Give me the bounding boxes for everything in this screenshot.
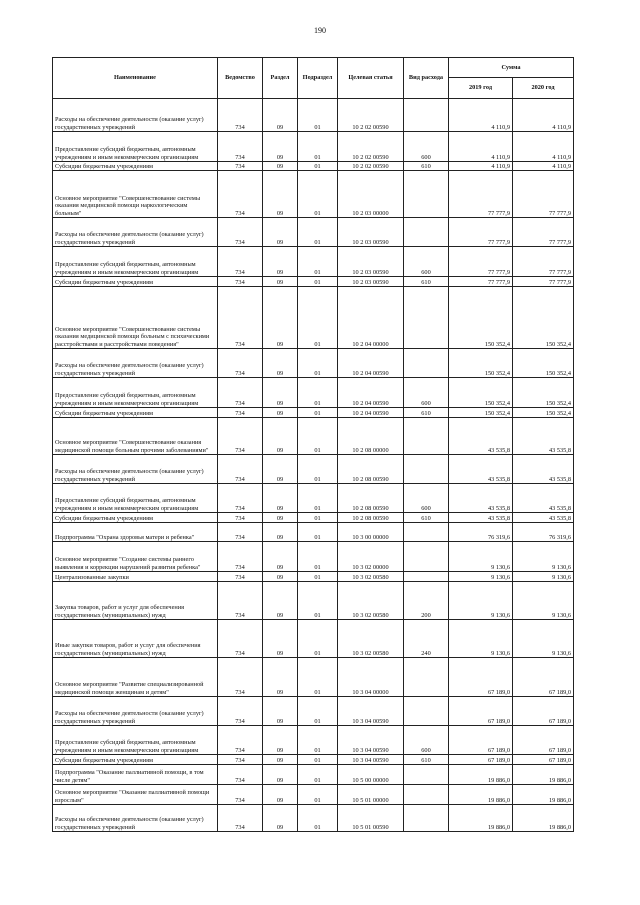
row-target-article: 10 3 04 00590 (338, 755, 404, 765)
row-name: Иные закупки товаров, работ и услуг для обеспечения государственных (муниципальных) нужд (53, 620, 218, 658)
table-row (53, 658, 574, 697)
row-expense-type (404, 287, 449, 349)
row-ved: 734 (218, 132, 263, 162)
row-razdel: 09 (263, 99, 298, 132)
row-ved: 734 (218, 572, 263, 582)
row-razdel: 09 (263, 572, 298, 582)
row-sum-2020: 77 777,9 (513, 218, 574, 247)
table-row (53, 697, 574, 726)
row-sum-2020: 43 535,8 (513, 484, 574, 513)
row-name: Расходы на обеспечение деятельности (оказание услуг) государственных учреждений (53, 99, 218, 132)
row-razdel: 09 (263, 378, 298, 408)
row-sum-2019: 67 189,0 (449, 755, 513, 765)
row-sum-2020: 67 189,0 (513, 726, 574, 755)
row-expense-type (404, 349, 449, 378)
row-razdel: 09 (263, 542, 298, 572)
row-podrazdel: 01 (298, 755, 338, 765)
row-sum-2019: 43 535,8 (449, 455, 513, 484)
row-sum-2019: 67 189,0 (449, 697, 513, 726)
table-row (53, 378, 574, 408)
row-ved: 734 (218, 755, 263, 765)
header-year-2019: 2019 год (449, 78, 513, 99)
row-sum-2019: 9 130,6 (449, 582, 513, 620)
row-sum-2019: 77 777,9 (449, 247, 513, 277)
row-name: Субсидии бюджетным учреждениям (53, 513, 218, 523)
row-target-article: 10 2 04 00590 (338, 349, 404, 378)
row-razdel: 09 (263, 349, 298, 378)
row-sum-2020: 9 130,6 (513, 582, 574, 620)
row-razdel: 09 (263, 726, 298, 755)
row-sum-2020: 43 535,8 (513, 513, 574, 523)
table-row (53, 785, 574, 805)
row-name: Подпрограмма "Оказание паллиативной помощи, в том числе детям" (53, 765, 218, 785)
table-row (53, 513, 574, 523)
table-row (53, 408, 574, 418)
row-name: Основное мероприятие "Совершенствование системы оказания медицинской помощи наркологическим больным" (53, 171, 218, 218)
row-sum-2020: 43 535,8 (513, 418, 574, 455)
row-name: Субсидии бюджетным учреждениям (53, 277, 218, 287)
row-name: Субсидии бюджетным учреждениям (53, 755, 218, 765)
table-row (53, 523, 574, 542)
table-row (53, 455, 574, 484)
row-razdel: 09 (263, 523, 298, 542)
table-row (53, 620, 574, 658)
row-sum-2019: 9 130,6 (449, 620, 513, 658)
row-name: Предоставление субсидий бюджетным, автономным учреждениям и иным некоммерческим организациям (53, 484, 218, 513)
row-ved: 734 (218, 162, 263, 171)
table-row (53, 287, 574, 349)
row-podrazdel: 01 (298, 726, 338, 755)
row-podrazdel: 01 (298, 171, 338, 218)
row-target-article: 10 2 02 00590 (338, 162, 404, 171)
row-sum-2019: 150 352,4 (449, 408, 513, 418)
row-sum-2019: 76 319,6 (449, 523, 513, 542)
table-row (53, 99, 574, 132)
row-ved: 734 (218, 484, 263, 513)
row-expense-type (404, 542, 449, 572)
row-podrazdel: 01 (298, 99, 338, 132)
row-expense-type (404, 171, 449, 218)
row-sum-2020: 150 352,4 (513, 378, 574, 408)
row-sum-2020: 67 189,0 (513, 697, 574, 726)
row-podrazdel: 01 (298, 513, 338, 523)
row-target-article: 10 2 03 00590 (338, 218, 404, 247)
table-row (53, 572, 574, 582)
row-razdel: 09 (263, 513, 298, 523)
row-name: Основное мероприятие "Совершенствование системы оказания медицинской помощи больным с психическими расстройствами и расстройствами поведения" (53, 287, 218, 349)
row-expense-type (404, 523, 449, 542)
table-row (53, 418, 574, 455)
row-expense-type: 610 (404, 408, 449, 418)
row-target-article: 10 2 08 00590 (338, 455, 404, 484)
row-ved: 734 (218, 542, 263, 572)
table-body (53, 99, 574, 832)
row-expense-type: 610 (404, 513, 449, 523)
row-sum-2019: 19 886,0 (449, 765, 513, 785)
row-expense-type (404, 455, 449, 484)
row-razdel: 09 (263, 805, 298, 832)
row-sum-2019: 19 886,0 (449, 805, 513, 832)
row-sum-2020: 77 777,9 (513, 247, 574, 277)
row-razdel: 09 (263, 455, 298, 484)
row-podrazdel: 01 (298, 484, 338, 513)
row-expense-type (404, 658, 449, 697)
row-podrazdel: 01 (298, 408, 338, 418)
row-sum-2019: 43 535,8 (449, 418, 513, 455)
row-expense-type: 200 (404, 582, 449, 620)
row-expense-type (404, 99, 449, 132)
row-ved: 734 (218, 785, 263, 805)
row-podrazdel: 01 (298, 572, 338, 582)
row-target-article: 10 2 08 00590 (338, 484, 404, 513)
row-ved: 734 (218, 658, 263, 697)
row-razdel: 09 (263, 132, 298, 162)
table-row (53, 484, 574, 513)
row-sum-2019: 43 535,8 (449, 484, 513, 513)
row-ved: 734 (218, 513, 263, 523)
row-razdel: 09 (263, 755, 298, 765)
row-target-article: 10 2 03 00590 (338, 277, 404, 287)
row-expense-type: 600 (404, 484, 449, 513)
row-razdel: 09 (263, 277, 298, 287)
row-expense-type: 600 (404, 378, 449, 408)
row-expense-type: 240 (404, 620, 449, 658)
row-expense-type: 610 (404, 277, 449, 287)
row-name: Расходы на обеспечение деятельности (оказание услуг) государственных учреждений (53, 805, 218, 832)
row-podrazdel: 01 (298, 218, 338, 247)
row-ved: 734 (218, 247, 263, 277)
row-sum-2020: 19 886,0 (513, 805, 574, 832)
row-podrazdel: 01 (298, 349, 338, 378)
row-sum-2019: 4 110,9 (449, 132, 513, 162)
row-ved: 734 (218, 620, 263, 658)
row-sum-2019: 150 352,4 (449, 378, 513, 408)
row-podrazdel: 01 (298, 287, 338, 349)
row-sum-2019: 67 189,0 (449, 726, 513, 755)
row-name: Расходы на обеспечение деятельности (оказание услуг) государственных учреждений (53, 697, 218, 726)
row-expense-type: 610 (404, 162, 449, 171)
row-razdel: 09 (263, 620, 298, 658)
row-podrazdel: 01 (298, 378, 338, 408)
table-row (53, 247, 574, 277)
row-sum-2020: 150 352,4 (513, 287, 574, 349)
row-ved: 734 (218, 805, 263, 832)
row-target-article: 10 3 02 00580 (338, 582, 404, 620)
row-sum-2020: 4 110,9 (513, 132, 574, 162)
row-sum-2020: 76 319,6 (513, 523, 574, 542)
row-expense-type: 600 (404, 726, 449, 755)
row-sum-2019: 43 535,8 (449, 513, 513, 523)
row-expense-type (404, 785, 449, 805)
row-target-article: 10 2 02 00590 (338, 132, 404, 162)
header-name: Наименование (53, 58, 218, 99)
row-name: Основное мероприятие "Развитие специализированной медицинской помощи женщинам и детям" (53, 658, 218, 697)
row-expense-type: 600 (404, 247, 449, 277)
budget-table (52, 57, 574, 832)
row-ved: 734 (218, 99, 263, 132)
row-sum-2019: 4 110,9 (449, 99, 513, 132)
row-target-article: 10 3 00 00000 (338, 523, 404, 542)
row-razdel: 09 (263, 171, 298, 218)
row-name: Предоставление субсидий бюджетным, автономным учреждениям и иным некоммерческим организациям (53, 247, 218, 277)
row-expense-type: 610 (404, 755, 449, 765)
row-razdel: 09 (263, 418, 298, 455)
row-target-article: 10 3 02 00000 (338, 542, 404, 572)
row-sum-2020: 9 130,6 (513, 620, 574, 658)
row-name: Субсидии бюджетным учреждениям (53, 408, 218, 418)
page-number: 190 (314, 26, 326, 35)
row-ved: 734 (218, 349, 263, 378)
row-expense-type (404, 805, 449, 832)
row-sum-2019: 77 777,9 (449, 218, 513, 247)
row-name: Основное мероприятие "Создание системы раннего выявления и коррекции нарушений развития ребенка" (53, 542, 218, 572)
row-sum-2020: 150 352,4 (513, 349, 574, 378)
table-row (53, 765, 574, 785)
row-target-article: 10 2 08 00000 (338, 418, 404, 455)
row-expense-type (404, 418, 449, 455)
row-podrazdel: 01 (298, 658, 338, 697)
row-expense-type (404, 765, 449, 785)
row-target-article: 10 3 04 00000 (338, 658, 404, 697)
row-ved: 734 (218, 171, 263, 218)
table-row (53, 162, 574, 171)
row-razdel: 09 (263, 247, 298, 277)
row-expense-type (404, 218, 449, 247)
row-sum-2019: 9 130,6 (449, 572, 513, 582)
row-podrazdel: 01 (298, 132, 338, 162)
row-podrazdel: 01 (298, 455, 338, 484)
table-row (53, 171, 574, 218)
table-row (53, 277, 574, 287)
row-ved: 734 (218, 455, 263, 484)
row-podrazdel: 01 (298, 542, 338, 572)
table-row (53, 726, 574, 755)
row-sum-2020: 9 130,6 (513, 572, 574, 582)
row-razdel: 09 (263, 697, 298, 726)
row-ved: 734 (218, 765, 263, 785)
row-ved: 734 (218, 582, 263, 620)
header-target-article: Целевая статья (338, 58, 404, 99)
row-sum-2019: 67 189,0 (449, 658, 513, 697)
row-expense-type (404, 697, 449, 726)
row-ved: 734 (218, 697, 263, 726)
row-sum-2019: 19 886,0 (449, 785, 513, 805)
row-podrazdel: 01 (298, 765, 338, 785)
row-target-article: 10 2 04 00000 (338, 287, 404, 349)
row-name: Предоставление субсидий бюджетным, автономным учреждениям и иным некоммерческим организациям (53, 378, 218, 408)
row-podrazdel: 01 (298, 418, 338, 455)
row-sum-2020: 4 110,9 (513, 99, 574, 132)
header-year-2020: 2020 год (513, 78, 574, 99)
row-sum-2019: 4 110,9 (449, 162, 513, 171)
row-podrazdel: 01 (298, 582, 338, 620)
row-sum-2020: 19 886,0 (513, 785, 574, 805)
row-name: Централизованные закупки (53, 572, 218, 582)
row-podrazdel: 01 (298, 162, 338, 171)
row-sum-2020: 9 130,6 (513, 542, 574, 572)
row-podrazdel: 01 (298, 785, 338, 805)
row-sum-2020: 150 352,4 (513, 408, 574, 418)
row-name: Основное мероприятие "Оказание паллиативной помощи взрослым" (53, 785, 218, 805)
row-name: Расходы на обеспечение деятельности (оказание услуг) государственных учреждений (53, 218, 218, 247)
table-row (53, 132, 574, 162)
row-target-article: 10 2 04 00590 (338, 378, 404, 408)
row-target-article: 10 3 02 00580 (338, 572, 404, 582)
row-target-article: 10 2 02 00590 (338, 99, 404, 132)
row-ved: 734 (218, 726, 263, 755)
row-target-article: 10 5 00 00000 (338, 765, 404, 785)
table-row (53, 218, 574, 247)
row-name: Расходы на обеспечение деятельности (оказание услуг) государственных учреждений (53, 349, 218, 378)
row-target-article: 10 2 03 00000 (338, 171, 404, 218)
row-name: Подпрограмма "Охрана здоровья матери и ребенка" (53, 523, 218, 542)
row-sum-2020: 43 535,8 (513, 455, 574, 484)
row-name: Субсидии бюджетным учреждениям (53, 162, 218, 171)
row-podrazdel: 01 (298, 620, 338, 658)
row-name: Предоставление субсидий бюджетным, автономным учреждениям и иным некоммерческим организациям (53, 132, 218, 162)
table-row (53, 582, 574, 620)
row-sum-2020: 67 189,0 (513, 658, 574, 697)
row-ved: 734 (218, 277, 263, 287)
row-expense-type (404, 572, 449, 582)
row-podrazdel: 01 (298, 697, 338, 726)
row-sum-2020: 77 777,9 (513, 171, 574, 218)
row-ved: 734 (218, 523, 263, 542)
row-sum-2019: 150 352,4 (449, 287, 513, 349)
row-sum-2020: 19 886,0 (513, 765, 574, 785)
row-target-article: 10 2 04 00590 (338, 408, 404, 418)
row-sum-2020: 67 189,0 (513, 755, 574, 765)
row-razdel: 09 (263, 287, 298, 349)
table-row (53, 542, 574, 572)
row-ved: 734 (218, 418, 263, 455)
row-ved: 734 (218, 218, 263, 247)
row-ved: 734 (218, 378, 263, 408)
header-ved: Ведомство (218, 58, 263, 99)
header-sum: Сумма (449, 58, 574, 78)
row-razdel: 09 (263, 218, 298, 247)
row-sum-2019: 150 352,4 (449, 349, 513, 378)
row-razdel: 09 (263, 765, 298, 785)
header-podrazdel: Подраздел (298, 58, 338, 99)
row-razdel: 09 (263, 785, 298, 805)
row-name: Закупка товаров, работ и услуг для обеспечения государственных (муниципальных) нужд (53, 582, 218, 620)
row-razdel: 09 (263, 582, 298, 620)
row-razdel: 09 (263, 162, 298, 171)
table-row (53, 349, 574, 378)
header-razdel: Раздел (263, 58, 298, 99)
row-razdel: 09 (263, 658, 298, 697)
row-razdel: 09 (263, 484, 298, 513)
row-podrazdel: 01 (298, 247, 338, 277)
row-sum-2019: 9 130,6 (449, 542, 513, 572)
row-sum-2019: 77 777,9 (449, 277, 513, 287)
row-target-article: 10 2 03 00590 (338, 247, 404, 277)
row-name: Расходы на обеспечение деятельности (оказание услуг) государственных учреждений (53, 455, 218, 484)
row-podrazdel: 01 (298, 523, 338, 542)
row-sum-2020: 77 777,9 (513, 277, 574, 287)
row-target-article: 10 2 08 00590 (338, 513, 404, 523)
table-row (53, 755, 574, 765)
row-podrazdel: 01 (298, 805, 338, 832)
row-name: Предоставление субсидий бюджетным, автономным учреждениям и иным некоммерческим организациям (53, 726, 218, 755)
row-target-article: 10 5 01 00590 (338, 805, 404, 832)
row-sum-2019: 77 777,9 (449, 171, 513, 218)
row-target-article: 10 5 01 00000 (338, 785, 404, 805)
row-ved: 734 (218, 287, 263, 349)
header-expense-type: Вид расхода (404, 58, 449, 99)
row-sum-2020: 4 110,9 (513, 162, 574, 171)
row-name: Основное мероприятие "Совершенствование оказания медицинской помощи больным прочими заболеваниями" (53, 418, 218, 455)
row-ved: 734 (218, 408, 263, 418)
row-expense-type: 600 (404, 132, 449, 162)
row-target-article: 10 3 04 00590 (338, 697, 404, 726)
row-podrazdel: 01 (298, 277, 338, 287)
row-target-article: 10 3 04 00590 (338, 726, 404, 755)
table-row (53, 805, 574, 832)
row-razdel: 09 (263, 408, 298, 418)
row-target-article: 10 3 02 00580 (338, 620, 404, 658)
